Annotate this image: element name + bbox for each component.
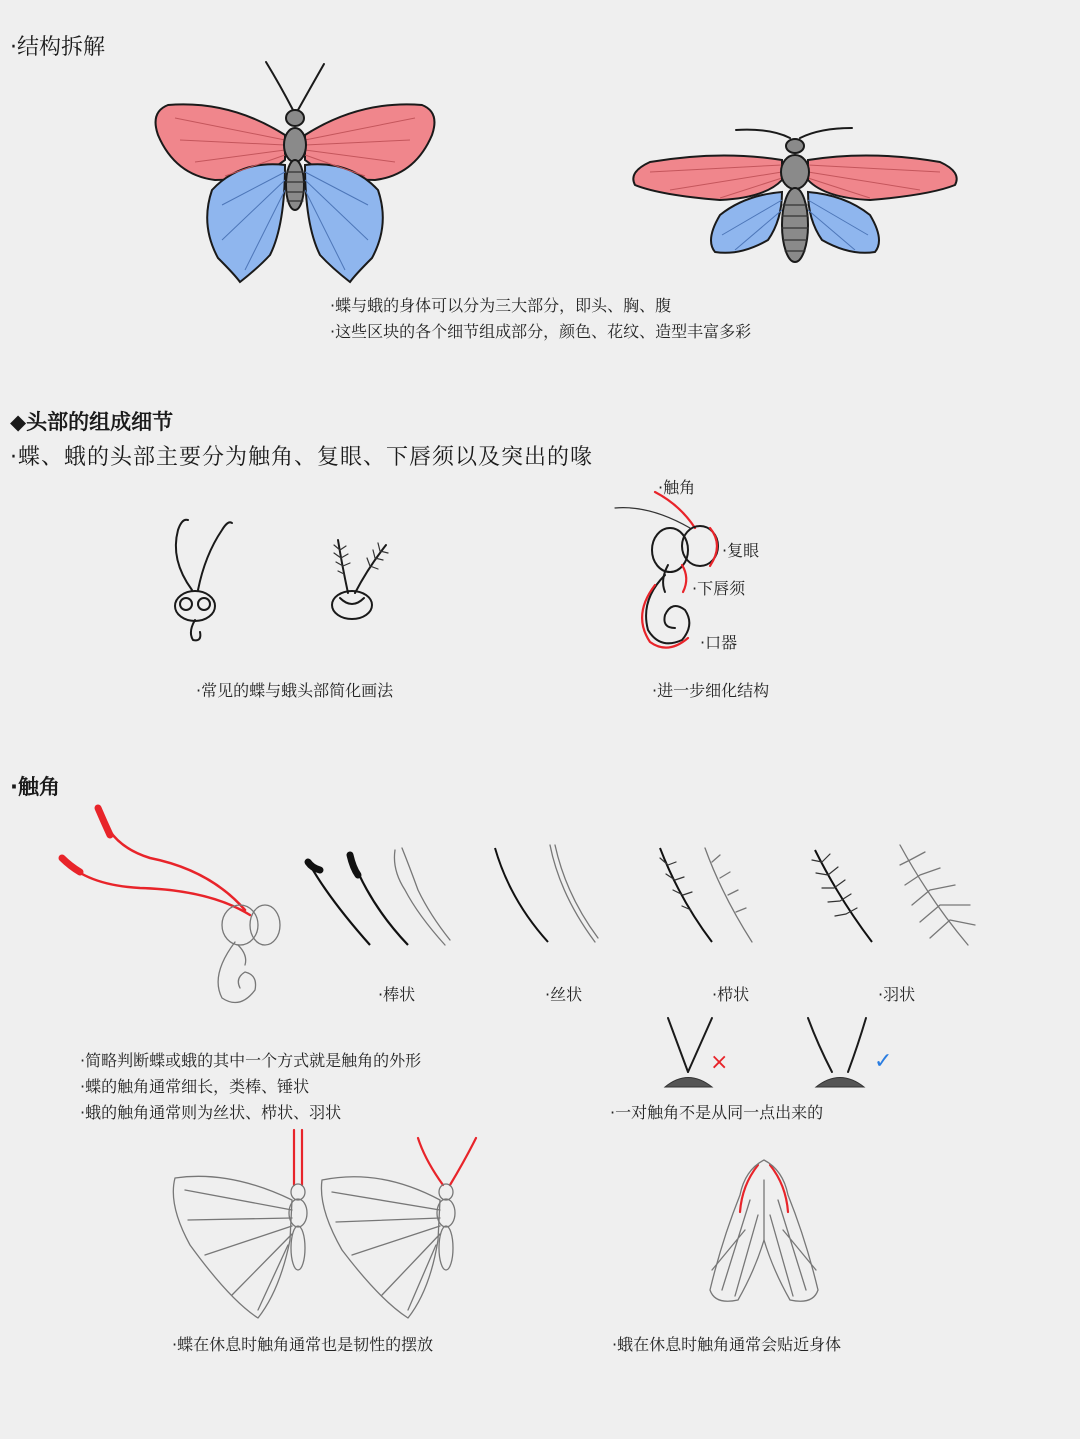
section-title-antennae: ·触角	[10, 775, 60, 799]
correct-check-icon: ✓	[874, 1049, 893, 1074]
caption-antenna-base: ·一对触角不是从同一点出来的	[610, 1103, 824, 1122]
label-filiform: ·丝状	[545, 985, 583, 1004]
label-antenna: ·触角	[658, 478, 696, 497]
label-plumose: ·羽状	[878, 985, 916, 1004]
label-mouthparts: ·口器	[700, 633, 738, 652]
caption-detailed-head: ·进一步细化结构	[652, 681, 770, 700]
section-title-head: ◆头部的组成细节	[10, 410, 174, 434]
label-pectinate: ·栉状	[712, 985, 750, 1004]
caption-resting-butterfly: ·蝶在休息时触角通常也是韧性的摆放	[172, 1335, 434, 1354]
caption-simplified-heads: ·常见的蝶与蛾头部简化画法	[196, 681, 394, 700]
label-labial-palpi: ·下唇须	[692, 579, 746, 598]
structure-caption-2: ·这些区块的各个细节组成部分，颜色、花纹、造型丰富多彩	[330, 322, 752, 341]
antenna-note-3: ·蛾的触角通常则为丝状、栉状、羽状	[80, 1103, 342, 1122]
antenna-note-1: ·简略判断蝶或蛾的其中一个方式就是触角的外形	[80, 1051, 422, 1070]
section-title-structure: ·结构拆解	[10, 35, 105, 60]
wrong-cross-icon: ×	[710, 1050, 729, 1075]
label-compound-eye: ·复眼	[722, 541, 760, 560]
label-clubbed: ·棒状	[378, 985, 416, 1004]
antenna-note-2: ·蝶的触角通常细长，类棒、锤状	[80, 1077, 310, 1096]
head-intro-text: ·蝶、蛾的头部主要分为触角、复眼、下唇须以及突出的喙	[10, 445, 593, 470]
structure-caption-1: ·蝶与蛾的身体可以分为三大部分，即头、胸、腹	[330, 296, 672, 315]
caption-resting-moth: ·蛾在休息时触角通常会贴近身体	[612, 1335, 842, 1354]
